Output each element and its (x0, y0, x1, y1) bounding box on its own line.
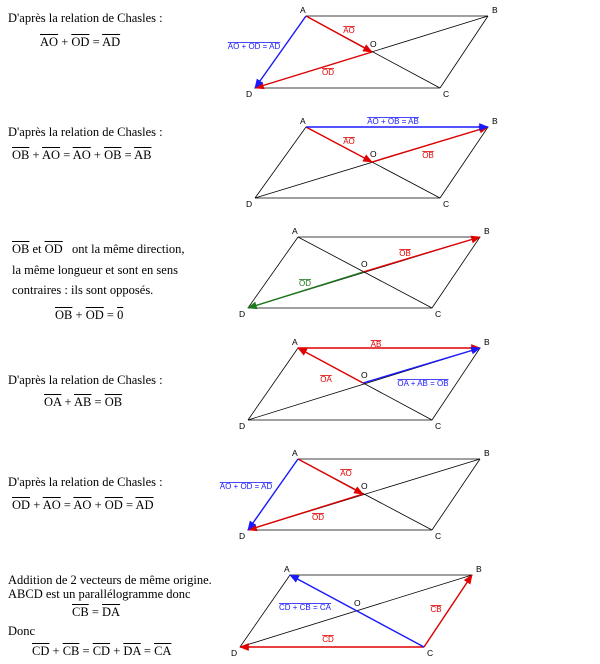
panel-6-line-1: Addition de 2 vecteurs de même origine. (8, 573, 212, 587)
vector-label: OD (312, 513, 324, 522)
point-label-o: O (361, 370, 368, 380)
point-label-c: C (427, 648, 434, 658)
vector-label: AO + OD = AD (227, 42, 281, 51)
point-label-c: C (435, 531, 442, 541)
operator: + (58, 35, 72, 49)
vector-term: $\overline{OD}$ (71, 35, 90, 49)
panel-6-donc: Donc (8, 624, 36, 638)
vector-AD (255, 16, 306, 88)
point-label-d: D (246, 89, 253, 99)
panel-6-line-2: ABCD est un parallélogramme donc (8, 587, 191, 601)
point-label-c: C (443, 89, 450, 99)
point-label-b: B (484, 226, 490, 236)
vector-term: $\overline{CA}$ (154, 644, 172, 658)
operator: + (90, 148, 105, 162)
vector-term: $\overline{OB}$ (104, 395, 123, 409)
point-label-d: D (231, 648, 238, 658)
operator: = (140, 644, 155, 658)
operator: = (60, 148, 73, 162)
point-label-c: C (435, 421, 442, 431)
point-label-o: O (361, 481, 368, 491)
point-label-o: O (370, 149, 377, 159)
vector-OD (248, 272, 363, 308)
vector-label: OA (320, 375, 332, 384)
point-label-a: A (292, 226, 298, 236)
operator: = (88, 605, 102, 619)
vector-term: $\overline{OD}$ (44, 242, 63, 256)
edge-bc (432, 237, 480, 308)
panel-3-line-2: la même longueur et sont en sens (12, 263, 178, 277)
edge-da (255, 127, 306, 198)
operator: + (30, 498, 43, 512)
vector-term: $\overline{OB}$ (104, 148, 122, 162)
vector-term: $\overline{CD}$ (32, 644, 50, 658)
vector-AO (306, 16, 372, 52)
vector-label: CB (430, 605, 442, 614)
operator: = (121, 148, 135, 162)
point-label-b: B (476, 564, 482, 574)
point-label-a: A (292, 337, 298, 347)
operator: et (29, 242, 45, 256)
point-label-b: B (484, 337, 490, 347)
vector-term: $\overline{DA}$ (102, 605, 121, 619)
vector-OB (363, 348, 480, 383)
vector-term: $\overline{AO}$ (42, 148, 61, 162)
edge-da (248, 348, 298, 420)
vector-term: $\overline{AO}$ (40, 35, 59, 49)
vector-term: $\overline{OB}$ (12, 148, 30, 162)
vector-term: $\overline{AO}$ (42, 498, 61, 512)
operator: = (103, 308, 118, 322)
vector-OD (248, 494, 363, 530)
operator: = (91, 395, 105, 409)
operator: + (49, 644, 63, 658)
point-label-o: O (354, 598, 361, 608)
panel-4-caption: D'après la relation de Chasles : (8, 373, 163, 387)
point-label-d: D (239, 309, 246, 319)
point-label-o: O (370, 39, 377, 49)
panel-5-caption: D'après la relation de Chasles : (8, 475, 163, 489)
point-label-a: A (292, 448, 298, 458)
vector-term: $\overline{AO}$ (73, 498, 92, 512)
vector-label: AO + OB = AB (367, 117, 419, 126)
vector-OB (363, 237, 480, 272)
operator: + (61, 395, 74, 409)
point-label-b: B (492, 5, 498, 15)
vector-term: $\overline{CB}$ (62, 644, 80, 658)
vector-label: CD + CB = CA (278, 603, 332, 612)
vector-term: $\overline{AO}$ (72, 148, 91, 162)
point-label-c: C (435, 309, 442, 319)
operator: + (110, 644, 124, 658)
operator: = (60, 498, 74, 512)
vector-label: AO (340, 469, 352, 478)
vector-term: $\overline{OA}$ (44, 395, 62, 409)
vector-term: $\overline{OB}$ (55, 308, 73, 322)
vector-term: $\overline{AD}$ (102, 35, 121, 49)
vector-label: OA + AB = OB (397, 379, 449, 388)
vector-term: $\overline{CD}$ (92, 644, 111, 658)
vector-label: AB (370, 340, 382, 349)
point-label-d: D (246, 199, 253, 209)
vector-term: $\overline{DA}$ (123, 644, 141, 658)
panel-1-caption: D'après la relation de Chasles : (8, 11, 163, 25)
edge-da (248, 237, 298, 308)
vector-term: $\overline{AB}$ (74, 395, 92, 409)
point-label-a: A (284, 564, 290, 574)
operator: + (91, 498, 105, 512)
vector-label: OD (322, 68, 334, 77)
point-label-o: O (361, 259, 368, 269)
operator: + (29, 148, 42, 162)
vector-label: OB (422, 151, 434, 160)
vector-label: CD (322, 635, 334, 644)
vector-AD (248, 459, 298, 530)
point-label-b: B (492, 116, 498, 126)
point-label-a: A (300, 5, 306, 15)
vector-label: AO + OD = AD (219, 482, 273, 491)
vector-AO (298, 459, 363, 494)
vector-term: $\overline{AD}$ (135, 498, 154, 512)
point-label-d: D (239, 421, 246, 431)
vector-term: $\overline{OD}$ (85, 308, 104, 322)
point-label-b: B (484, 448, 490, 458)
panel-3-line-3: contraires : ils sont opposés. (12, 283, 154, 297)
vector-term: $\overline{CB}$ (72, 605, 89, 619)
vector-AO (306, 127, 372, 162)
operator: = (79, 644, 93, 658)
vector-term: $\overline{AB}$ (134, 148, 152, 162)
panel-2-caption: D'après la relation de Chasles : (8, 125, 163, 139)
vector-label: AO (343, 26, 355, 35)
vector-term: $\overline{OB}$ (12, 242, 30, 256)
panel-3-line-1: ont la même direction, (72, 242, 185, 256)
vector-term: $\overline{OD}$ (12, 498, 31, 512)
vector-term: 0 (117, 308, 124, 322)
edge-bc (440, 127, 488, 198)
edge-bc (432, 459, 480, 530)
point-label-c: C (443, 199, 450, 209)
vector-label: AO (343, 137, 355, 146)
point-label-d: D (239, 531, 246, 541)
point-label-a: A (300, 116, 306, 126)
operator: = (89, 35, 103, 49)
operator: + (72, 308, 86, 322)
vector-label: OD (299, 279, 311, 288)
operator: = (122, 498, 136, 512)
edge-bc (440, 16, 488, 88)
vector-term: $\overline{OD}$ (104, 498, 123, 512)
vector-label: OB (399, 249, 411, 258)
vector-OD (255, 52, 372, 88)
